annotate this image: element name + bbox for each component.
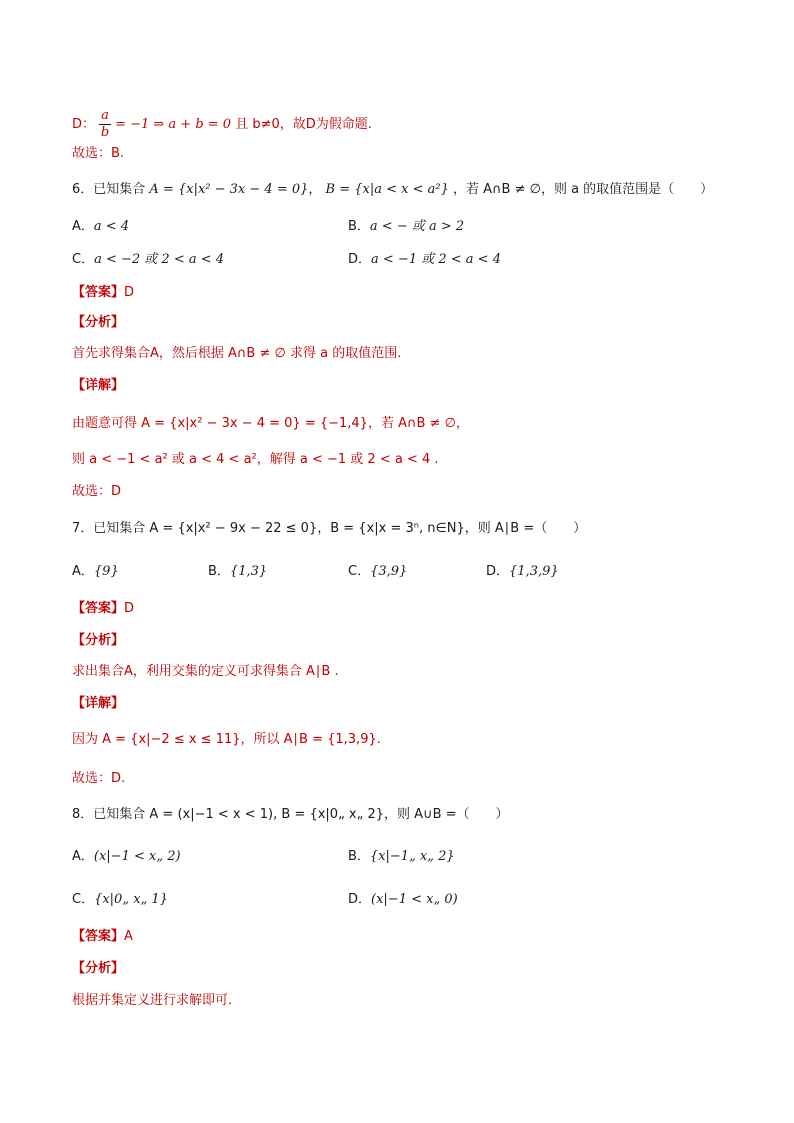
q8-option-b <box>348 848 455 866</box>
q7-option-a-label: A． <box>72 564 94 579</box>
q6-detail-line-1: 由题意可得 A = {x|x² − 3x − 4 = 0} = {−1,4}，若 A∩B ≠ ∅， <box>72 416 469 431</box>
q6-detail-tag: 【详解】 <box>72 378 125 393</box>
q7-option-b-label: B． <box>208 564 230 579</box>
q8-answer-tag: 【答案】 <box>72 929 125 944</box>
q8-stem: 8．已知集合 A = (x|−1 < x < 1), B = {x|0„ x„ 2}，则 A∪B =（ ） <box>72 807 509 822</box>
q6-separator: ， <box>308 182 322 197</box>
q8-option-d <box>348 891 458 909</box>
q7-option-a <box>72 563 119 581</box>
q6-option-c-text: a < −2 或 2 < a < 4 <box>94 252 225 267</box>
q8-option-b-text: {x|−1„ x„ 2} <box>369 849 455 864</box>
q7-option-c-text: {3,9} <box>370 564 408 579</box>
q6-set-a: A = {x|x² − 3x − 4 = 0} <box>149 182 309 197</box>
q7-option-d <box>486 563 559 581</box>
q8-analysis: 根据并集定义进行求解即可. <box>72 993 233 1008</box>
q5-frac-denominator: b <box>100 125 110 140</box>
q7-detail-tag: 【详解】 <box>72 696 125 711</box>
q5-option-d-explanation <box>72 108 372 141</box>
q8-option-b-label: B． <box>348 849 370 864</box>
q8-option-a-text: (x|−1 < x„ 2) <box>93 849 181 864</box>
q7-option-d-label: D． <box>486 564 510 579</box>
q6-option-a-text: a < 4 <box>93 219 130 234</box>
q8-option-d-label: D． <box>348 892 372 907</box>
q6-answer-tag: 【答案】 <box>72 285 125 300</box>
q7-option-c-label: C． <box>348 564 371 579</box>
q7-analysis-tag: 【分析】 <box>72 633 125 648</box>
q7-answer <box>72 600 134 618</box>
q7-answer-value: D <box>124 601 135 616</box>
q7-stem: 7．已知集合 A = {x|x² − 9x − 22 ≤ 0}，B = {x|x = 3ⁿ, n∈N}，则 A∣B =（ ） <box>72 521 587 536</box>
q7-option-d-text: {1,3,9} <box>509 564 559 579</box>
q6-option-a <box>72 218 129 236</box>
q6-option-c-label: C． <box>72 252 95 267</box>
q8-answer <box>72 928 133 946</box>
q6-option-a-label: A． <box>72 219 94 234</box>
q5-d-math: = −1 ⇒ a + b = 0 <box>115 117 232 132</box>
q6-analysis: 首先求得集合A，然后根据 A∩B ≠ ∅ 求得 a 的取值范围. <box>72 346 402 361</box>
q5-d-condition: 且 b≠0，故D为假命题. <box>235 117 372 132</box>
q6-option-b-text: a < − 或 a > 2 <box>369 219 465 234</box>
q5-fraction <box>99 108 111 141</box>
q7-conclusion: 故选：D. <box>72 771 126 786</box>
q6-option-d <box>348 251 501 269</box>
q6-option-d-label: D． <box>348 252 372 267</box>
q6-stem <box>72 181 713 199</box>
q8-answer-value: A <box>124 929 133 944</box>
q6-answer <box>72 284 134 302</box>
q7-option-a-text: {9} <box>93 564 119 579</box>
q6-option-b-label: B． <box>348 219 370 234</box>
q6-option-c <box>72 251 224 269</box>
q7-option-b <box>208 563 267 581</box>
q6-analysis-tag: 【分析】 <box>72 315 125 330</box>
q6-conclusion: 故选：D <box>72 484 122 499</box>
q8-analysis-tag: 【分析】 <box>72 961 125 976</box>
q5-frac-numerator: a <box>101 108 109 123</box>
q6-answer-value: D <box>124 285 135 300</box>
q8-option-c-text: {x|0„ x„ 1} <box>94 892 168 907</box>
q7-option-c <box>348 563 407 581</box>
q7-answer-tag: 【答案】 <box>72 601 125 616</box>
q8-option-c <box>72 891 168 909</box>
q7-analysis: 求出集合A，利用交集的定义可求得集合 A∣B . <box>72 664 339 679</box>
q6-option-d-text: a < −1 或 2 < a < 4 <box>371 252 501 267</box>
q8-option-c-label: C． <box>72 892 95 907</box>
q6-detail-line-2: 则 a < −1 < a² 或 a < 4 < a²，解得 a < −1 或 2 < a < 4 . <box>72 452 439 467</box>
q5-answer: 故选：B. <box>72 146 125 161</box>
q5-d-prefix: D： <box>72 117 96 132</box>
q6-stem-prefix: 6．已知集合 <box>72 182 146 197</box>
q7-option-b-text: {1,3} <box>229 564 268 579</box>
q7-detail: 因为 A = {x|−2 ≤ x ≤ 11}，所以 A∣B = {1,3,9}. <box>72 732 381 747</box>
q8-option-d-text: (x|−1 < x„ 0) <box>371 892 458 907</box>
q6-option-b <box>348 218 464 236</box>
q8-option-a <box>72 848 181 866</box>
q8-option-a-label: A． <box>72 849 94 864</box>
q6-set-b: B = {x|a < x < a²} <box>325 182 449 197</box>
q6-stem-suffix: ，若 A∩B ≠ ∅，则 a 的取值范围是（ ） <box>453 182 714 197</box>
